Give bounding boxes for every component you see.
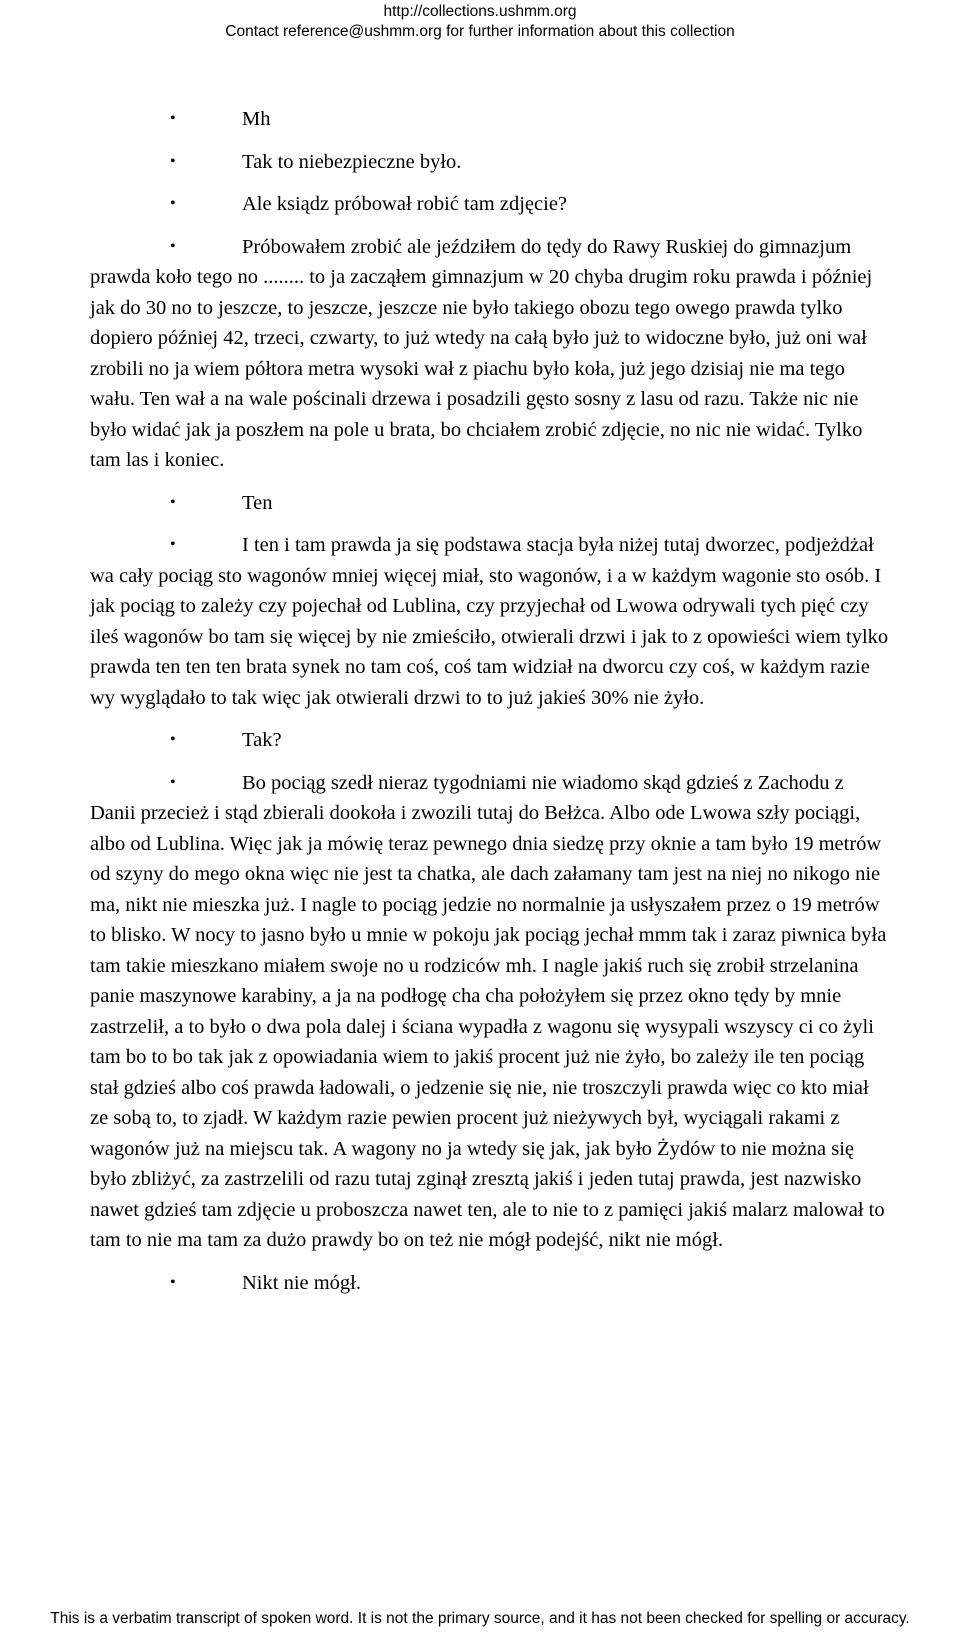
transcript-paragraph	[90, 232, 890, 476]
transcript-paragraph	[90, 725, 890, 756]
bullet-icon: •	[170, 152, 176, 170]
paragraph-text: Tak?	[242, 729, 282, 751]
bullet-icon: •	[170, 493, 176, 511]
paragraph-text: Próbowałem zrobić ale jeździłem do tędy do Rawy Ruskiej do gimnazjum prawda koło tego no ........ to ja zacząłem gimnazjum w 20 chyba drugim roku prawda i później jak do 30 no to jeszcze, to jeszcze, jeszcze nie było takiego obozu tego owego prawda tylko dopiero później 42, trzeci, czwarty, to już wtedy na całą było już to widoczne było, już oni wał zrobili no ja wiem półtora metra wysoki wał z piachu było koła, już jego dzisiaj nie ma tego wału. Ten wał a na wale pościnali drzewa i posadzili gęsto sosny z lasu od razu. Także nic nie było widać jak ja poszłem na pole u brata, bo chciałem zrobić zdjęcie, no nic nie widać. Tylko tam las i koniec.	[90, 235, 873, 471]
collection-url[interactable]: http://collections.ushmm.org	[383, 3, 577, 20]
transcript-paragraph	[90, 147, 890, 178]
paragraph-text: Ten	[242, 491, 273, 514]
contact-line: Contact reference@ushmm.org for further information about this collection	[225, 23, 735, 40]
transcript-paragraph	[90, 1268, 890, 1299]
bullet-icon: •	[170, 731, 176, 748]
paragraph-text: I ten i tam prawda ja się podstawa stacja była niżej tutaj dworzec, podjeżdżał wa cały pociąg sto wagonów mniej więcej miał, sto wagonów, i a w każdym wagonie sto osób. I jak pociąg to zależy czy pojechał od Lublina, czy przyjechał od Lwowa odrywali tych pięć czy ileś wagonów bo tam się więcej by nie zmieściło, otwierali drzwi i jak to z opowieści wiem tylko prawda ten ten ten brata synek no tam coś, coś tam widział na dworcu czy coś, w każdym razie wy wyglądało to tak więc jak otwierali drzwi to to już jakieś 30% nie żyło.	[90, 534, 889, 709]
transcript-paragraph	[90, 488, 890, 519]
transcript-disclaimer: This is a verbatim transcript of spoken word. It is not the primary source, and it has not been checked for spelling or accuracy.	[50, 1610, 910, 1627]
page-header	[0, 2, 960, 42]
bullet-icon: •	[170, 237, 176, 255]
bullet-icon: •	[170, 536, 176, 553]
paragraph-text: Nikt nie mógł.	[242, 1271, 362, 1294]
transcript-body	[90, 104, 890, 1310]
page-footer	[0, 1609, 960, 1629]
bullet-icon: •	[170, 195, 176, 212]
paragraph-text: Bo pociąg szedł nieraz tygodniami nie wiadomo skąd gdzieś z Zachodu z Danii przecież i stąd zbierali dookoła i zwozili tutaj do Bełżca. Albo ode Lwowa szły pociągi, albo od Lublina. Więc jak ja mówię teraz pewnego dnia siedzę przy oknie a tam było 19 metrów od szyny do mego okna więc nie jest ta chatka, ale dach załamany tam jest na niej no nikogo nie ma, nikt nie mieszka już. I nagle to pociąg jedzie no normalnie ja usłyszałem przez o 19 metrów to blisko. W nocy to jasno było u mnie w pokoju jak pociąg jechał mmm tak i zaraz piwnica była tam takie mieszkano miałem swoje no u rodziców mh. I nagle jakiś ruch się zrobił strzelanina panie maszynowe karabiny, a ja na podłogę cha cha położyłem się przez okno tędy by mnie zastrzelił, a to było o dwa pola dalej i ściana wypadła z wagonu się wysypali wszyscy ci co żyli tam bo to bo tak jak z opowiadania wiem to jakiś procent już nie żyło, bo zależy ile ten pociąg stał gdzieś albo coś prawda ładowali, o jedzenie się nie, nie troszczyli prawda więc co kto miał ze sobą to, to zjadł. W każdym razie pewien procent już nieżywych był, wyciągali rakami z wagonów już na miejscu tak. A wagony no ja wtedy się jak, jak było Żydów to nie można się było zbliżyć, za zastrzelili od razu tutaj zginął zresztą jakiś i jeden tutaj prawda, jest nazwisko nawet gdzieś tam zdjęcie u proboszcza nawet ten, ale to nie to z pamięci jakiś malarz malował to tam to nie ma tam za dużo prawdy bo on też nie mógł podejść, nikt nie mógł.	[90, 771, 887, 1251]
transcript-paragraph	[90, 189, 890, 220]
bullet-icon: •	[170, 773, 176, 791]
transcript-paragraph	[90, 104, 890, 135]
paragraph-text: Tak to niebezpieczne było.	[242, 150, 462, 173]
bullet-icon: •	[170, 1273, 176, 1291]
transcript-paragraph	[90, 768, 890, 1256]
paragraph-text: Ale ksiądz próbował robić tam zdjęcie?	[242, 193, 568, 215]
paragraph-text: Mh	[242, 108, 271, 130]
bullet-icon: •	[170, 110, 176, 127]
transcript-paragraph	[90, 530, 890, 713]
